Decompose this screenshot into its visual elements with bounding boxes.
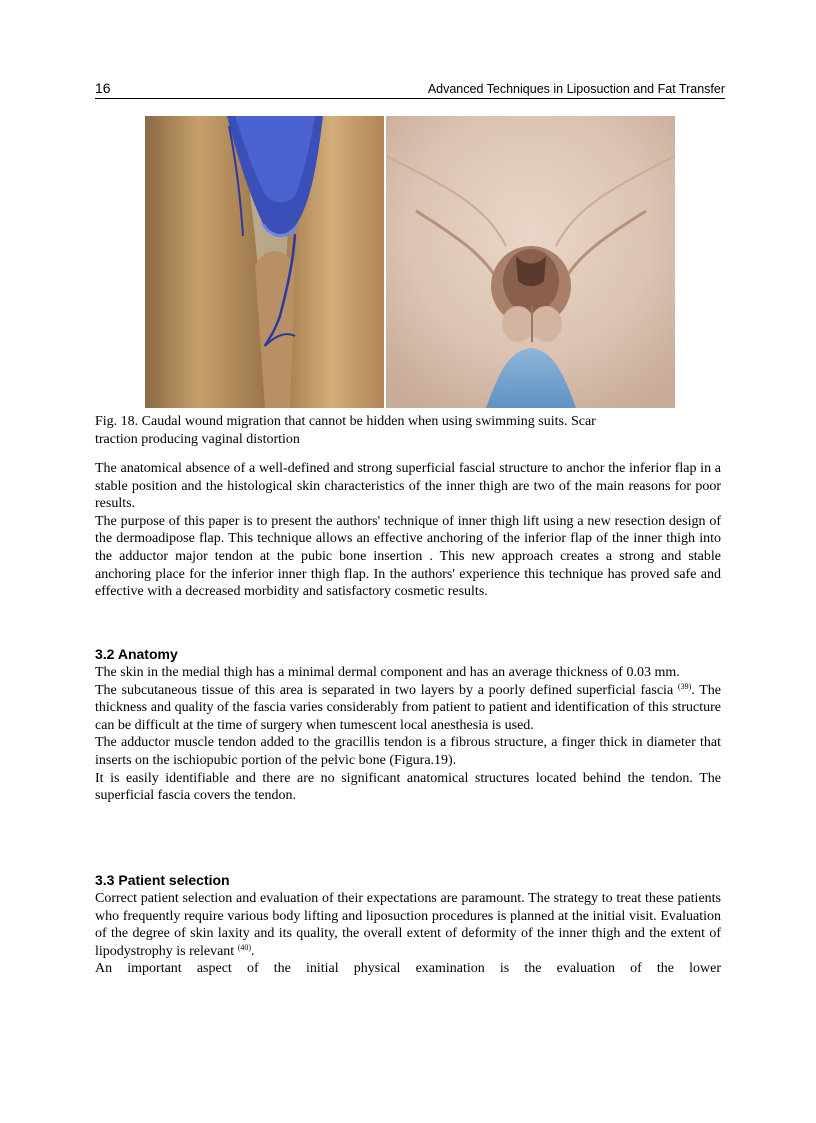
photo-thighs-marked-image <box>145 116 384 408</box>
intro-section <box>95 460 721 601</box>
photo-vaginal-distortion <box>386 116 675 408</box>
photo-vaginal-distortion-image <box>386 116 675 408</box>
anatomy-paragraph: The adductor muscle tendon added to the gracillis tendon is a fibrous structure, a finger thick in diameter that inserts on the ischiopubic portion of the pelvic bone (Figura.19). <box>95 735 721 768</box>
citation-reference: (39) <box>677 681 692 691</box>
anatomy-text: . The thickness and quality of the fascia varies considerably from patient to patient and identification of this structure can be difficult at the time of surgery when tumescent local anesthesia is used. <box>95 682 721 733</box>
figure-18 <box>145 116 675 408</box>
anatomy-section <box>95 664 721 805</box>
page-number: 16 <box>95 80 111 96</box>
section-heading-anatomy: 3.2 Anatomy <box>95 646 178 662</box>
anatomy-paragraph <box>95 682 721 735</box>
patient-selection-section <box>95 890 721 978</box>
intro-paragraph: The anatomical absence of a well-defined and strong superficial fascial structure to anchor the inferior flap in a stable position and the histological skin characteristics of the inner thigh are two of the main reasons for poor results. <box>95 461 721 512</box>
citation-reference: (40) <box>237 942 252 952</box>
anatomy-paragraph: It is easily identifiable and there are no significant anatomical structures located behind the tendon. The superficial fascia covers the tendon. <box>95 770 721 804</box>
page-header <box>95 80 725 99</box>
photo-thighs-marked <box>145 116 384 408</box>
section-heading-patient-selection: 3.3 Patient selection <box>95 872 230 888</box>
figure-caption <box>95 413 725 449</box>
intro-paragraph: The purpose of this paper is to present the authors' technique of inner thigh lift using a new resection design of the dermoadipose flap. This technique allows an effective anchoring of the inferior flap of the inner thigh into the adductor major tendon at the pubic bone insertion . This new approach creates a strong and stable anchoring place for the inferior inner thigh flap. In the authors' experience this technique has proved safe and effective with a decreased morbidity and satisfactory cosmetic results. <box>95 513 721 600</box>
patient-selection-text: Correct patient selection and evaluation of their expectations are paramount. The strategy to treat these patients who frequently require various body lifting and liposuction procedures is planned at the initial visit. Evaluation of the degree of skin laxity and its quality, the overall extent of deformity of the inner thigh and the extent of lipodystrophy is relevant <box>95 891 721 959</box>
running-title: Advanced Techniques in Liposuction and Fat Transfer <box>427 82 725 96</box>
patient-selection-paragraph <box>95 890 721 960</box>
figure-caption-line: traction producing vaginal distortion <box>95 432 300 447</box>
patient-selection-text: . <box>251 943 255 959</box>
anatomy-text: The subcutaneous tissue of this area is separated in two layers by a poorly defined superficial fascia <box>95 682 678 698</box>
patient-selection-paragraph: An important aspect of the initial physical examination is the evaluation of the lower <box>95 961 721 977</box>
figure-caption-line: Fig. 18. Caudal wound migration that cannot be hidden when using swimming suits. Scar <box>95 414 596 429</box>
anatomy-paragraph: The skin in the medial thigh has a minimal dermal component and has an average thickness of 0.03 mm. <box>95 665 680 680</box>
